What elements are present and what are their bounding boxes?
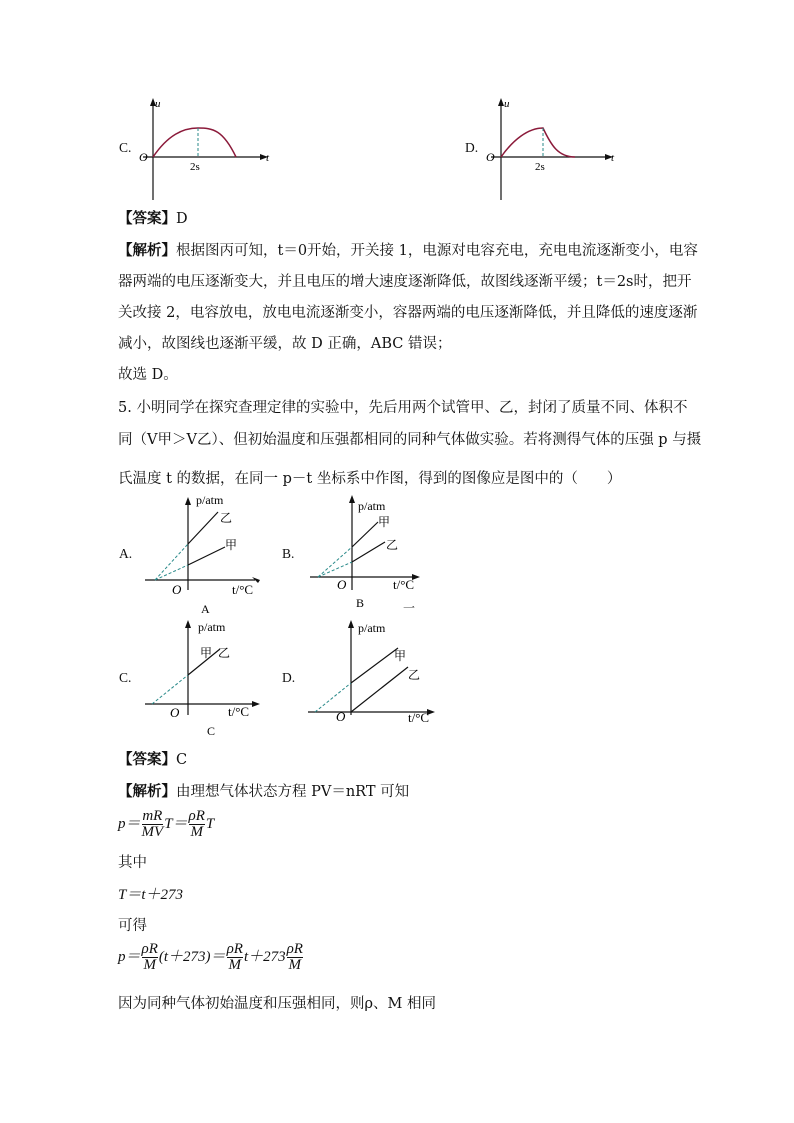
q5-conclusion: 因为同种气体初始温度和压强相同，则ρ、M 相同 [118,996,436,1012]
origin-label: O [139,150,148,164]
svg-text:B: B [356,596,365,610]
voltage-curve [153,128,236,157]
svg-text:甲: 甲 [200,646,213,660]
svg-text:甲: 甲 [225,538,238,552]
q5-stem-line-3: 氏温度 t 的数据，在同一 p－t 坐标系中作图，得到的图像应是图中的（ ） [118,471,622,487]
q5-graph-d [300,615,450,730]
formula-3: p＝ $\frac{\rho R}{M}$ (t＋273)＝ $\frac{\rho R}{M}$ t＋273 $\frac{\rho R}{M}$ [118,941,303,973]
svg-text:甲: 甲 [394,649,407,663]
q4-graph-d [483,95,633,205]
q5-graph-c [140,615,270,745]
q4-analysis-line-1: 【解析】根据图丙可知，t＝0开始，开关接 1，电源对电容充电，充电电流逐渐变小，电容 [118,242,698,259]
svg-text:t/°C: t/°C [393,577,415,592]
svg-text:p/atm: p/atm [358,499,386,513]
svg-text:O: O [172,582,182,597]
q5-analysis-intro: 【解析】由理想气体状态方程 PV＝nRT 可知 [118,783,410,800]
q4-graph-c [138,95,288,205]
svg-text:p/atm: p/atm [196,493,224,507]
svg-text:A: A [201,602,210,616]
q5-graph-a [140,492,270,622]
svg-text:p/atm: p/atm [358,621,386,635]
axis-u-label: u [155,98,161,110]
line-jia [352,522,378,547]
svg-text:t/°C: t/°C [408,710,430,725]
option-c-label: C. [119,140,132,155]
line-jia [351,648,398,683]
svg-text:C: C [207,724,216,738]
svg-text:甲: 甲 [378,515,391,529]
svg-text:t: t [611,152,615,164]
q4-analysis-line-4: 减小，故图线也逐渐平缓，故 D 正确，ABC 错误； [118,336,452,352]
q5-answer: 【答案】C [118,751,188,768]
formula-1: p＝ $\frac{mR}{MV}$ T＝ $\frac{\rho R}{M}$ T [118,808,215,840]
svg-text:乙: 乙 [408,668,421,682]
svg-text:u: u [504,98,510,110]
q4-answer: 【答案】D [118,210,188,227]
svg-text:O: O [170,705,180,720]
q4-analysis-line-3: 关改接 2，电容放电，放电电流逐渐变小，容器两端的电压逐渐降低，并且降低的速度逐渐 [118,305,698,321]
q5-stem-line-1: 5. 小明同学在探究查理定律的实验中，先后用两个试管甲、乙，封闭了质量不同、体积不 [118,400,688,416]
line-yi [352,542,385,562]
line-yi [188,512,218,544]
svg-text:一: 一 [403,601,416,615]
qizhong-text: 其中 [118,855,147,871]
q5-stem-line-2: 同（V甲＞V乙）、但初始温度和压强都相同的同种气体做实验。若将测得气体的压强 p 与摄 [118,432,702,448]
svg-text:O: O [486,150,495,164]
svg-text:O: O [337,577,347,592]
option-d-label: D. [465,140,479,155]
q5-graph-b [300,492,430,622]
svg-text:2s: 2s [535,161,545,173]
voltage-curve [501,128,575,157]
svg-text:乙: 乙 [218,646,231,660]
svg-text:乙: 乙 [386,538,399,552]
line-yi [351,667,408,712]
option-b-label: B. [282,546,295,561]
q4-analysis-line-2: 器两端的电压逐渐变大，并且电压的增大速度逐渐降低，故图线逐渐平缓；t＝2s时，把开 [118,274,692,290]
svg-text:乙: 乙 [220,511,233,525]
option-c5-label: C. [119,670,132,685]
q4-analysis-line-5: 故选 D。 [118,367,178,383]
option-a-label: A. [119,546,133,561]
svg-text:t/°C: t/°C [232,582,254,597]
axis-t-label: t [266,152,270,164]
formula-2: T＝t＋273 [118,887,184,903]
svg-text:O: O [336,709,346,724]
option-d5-label: D. [282,670,296,685]
kede-text: 可得 [118,918,147,934]
tick-2s: 2s [190,161,200,173]
svg-text:p/atm: p/atm [198,620,226,634]
line-jia [188,547,225,565]
svg-text:t/°C: t/°C [228,704,250,719]
